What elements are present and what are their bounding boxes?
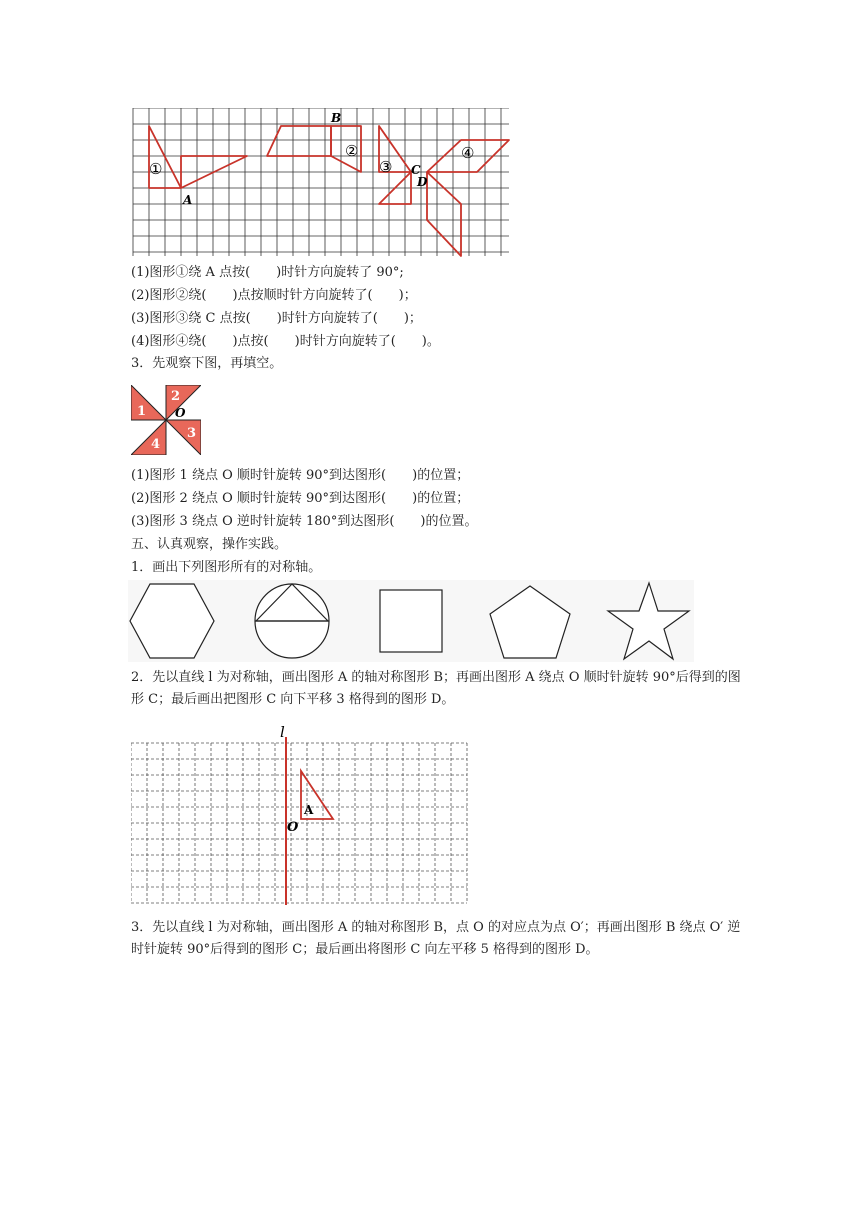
section-5-heading: 五、认真观察，操作实践。	[131, 537, 288, 552]
label-point-b: B	[331, 111, 342, 125]
point-o-label: O	[287, 820, 299, 835]
pinwheel-label-o: O	[175, 406, 186, 420]
label-point-a: A	[183, 193, 193, 207]
section-5-question-2: 2．先以直线 l 为对称轴，画出图形 A 的轴对称图形 B；再画出图形 A 绕点 O 顺时针旋转 90°后得到的图形 C；最后画出把图形 C 向下平移 3 格得到的图形 D。	[131, 670, 741, 707]
reflection-grid-figure	[131, 725, 471, 905]
label-fig1: ①	[149, 160, 163, 178]
square-shape	[380, 590, 442, 652]
pinwheel-label-4: 4	[151, 437, 161, 452]
label-fig3: ③	[379, 158, 393, 176]
label-point-c: C	[411, 163, 421, 177]
pinwheel-piece-4	[131, 420, 166, 455]
circle-with-triangle-shape	[255, 584, 329, 658]
figure-a-label: A	[304, 803, 314, 817]
pinwheel-question-3: (3)图形 3 绕点 O 逆时针旋转 180°到达图形( )的位置。	[131, 514, 478, 529]
shape-4-rotated	[427, 172, 461, 256]
section-5-question-1: 1．画出下列图形所有的对称轴。	[131, 560, 322, 575]
rotation-question-4: (4)图形④绕( )点按( )时针方向旋转了( )。	[131, 334, 440, 349]
rotation-grid-figure	[131, 108, 511, 258]
pinwheel-label-1: 1	[137, 404, 147, 419]
axis-label-l: l	[280, 725, 285, 741]
rotation-question-3: (3)图形③绕 C 点按( )时针方向旋转了( )；	[131, 311, 422, 326]
label-point-d: D	[417, 175, 428, 189]
pinwheel-question-1: (1)图形 1 绕点 O 顺时针旋转 90°到达图形( )的位置；	[131, 468, 470, 483]
label-fig2: ②	[345, 142, 359, 160]
rotation-question-2: (2)图形②绕( )点按顺时针方向旋转了( )；	[131, 288, 417, 303]
symmetry-shapes-figure	[128, 580, 694, 662]
pinwheel-figure	[131, 385, 201, 455]
section-5-question-3: 3．先以直线 l 为对称轴，画出图形 A 的轴对称图形 B，点 O 的对应点为点 O′；再画出图形 B 绕点 O′ 逆时针旋转 90°后得到的图形 C；最后画出将图形 C 向左平移 5 格得到的图形 D。	[131, 920, 741, 957]
label-fig4: ④	[461, 144, 475, 162]
pinwheel-question-2: (2)图形 2 绕点 O 顺时针旋转 90°到达图形( )的位置；	[131, 491, 470, 506]
rotation-question-1: (1)图形①绕 A 点按( )时针方向旋转了 90°;	[131, 265, 404, 280]
pinwheel-label-2: 2	[171, 389, 181, 404]
pinwheel-label-3: 3	[187, 426, 197, 441]
question-3-title: 3．先观察下图，再填空。	[131, 356, 283, 371]
